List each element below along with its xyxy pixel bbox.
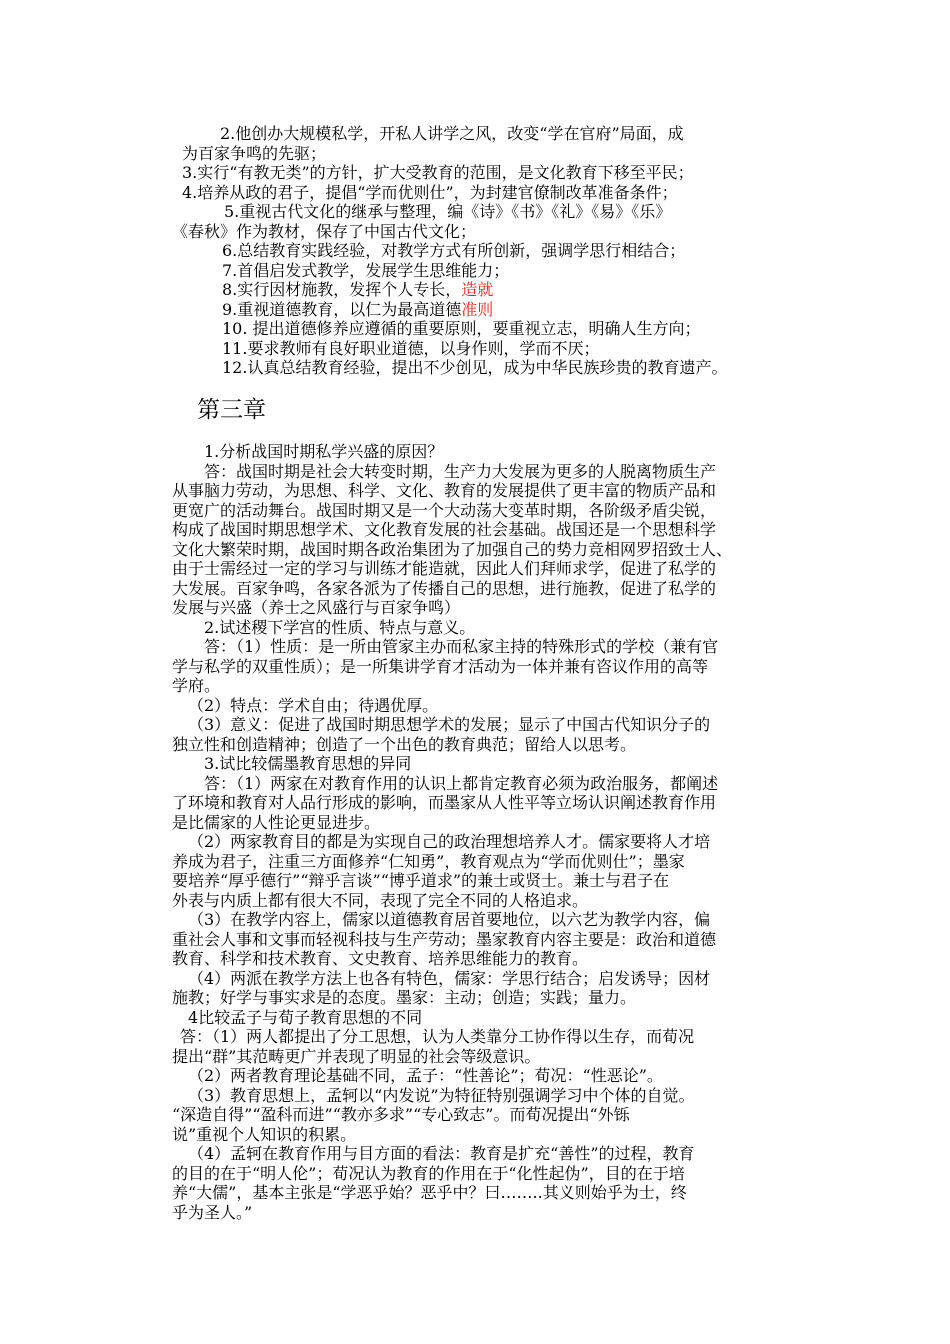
list-item-item-3 — [172, 163, 812, 183]
text-line — [172, 1203, 812, 1223]
text-line — [172, 910, 812, 930]
paragraph-a3-2 — [172, 832, 812, 910]
line-text: 文化大繁荣时期，战国时期各政治集团为了加强自己的势力竞相网罗招致士人、 — [172, 539, 733, 559]
text-line — [172, 988, 812, 1008]
paragraph-q3 — [172, 754, 812, 774]
text-line — [172, 540, 812, 560]
paragraph-q1 — [172, 442, 812, 462]
text-line — [172, 300, 812, 320]
text-line — [172, 222, 812, 242]
text-line — [172, 696, 812, 716]
paragraph-a2-3 — [172, 715, 812, 754]
chapter-title: 第三章 — [197, 397, 266, 423]
text-line — [172, 1047, 812, 1067]
list-section — [172, 124, 812, 378]
text-line — [172, 852, 812, 872]
line-text: 12.认真总结教育经验，提出不少创见，成为中华民族珍贵的教育遗产。 — [222, 358, 728, 377]
text-line — [172, 481, 812, 501]
line-text: 学府。 — [172, 676, 221, 695]
list-item-item-12 — [172, 358, 812, 378]
text-line — [172, 949, 812, 969]
line-text: 2.他创办大规模私学，开私人讲学之风，改变“学在官府”局面，成 — [220, 124, 684, 143]
line-text: （2）两家教育目的都是为实现自己的政治理想培养人才。儒家要将人才培 — [188, 832, 711, 851]
line-text: 9.重视道德教育，以仁为最高道德 — [222, 299, 462, 319]
qa-section — [172, 442, 812, 1222]
text-line — [172, 618, 812, 638]
list-item-item-6 — [172, 241, 812, 261]
text-line — [172, 241, 812, 261]
text-line — [172, 501, 812, 521]
line-text: （3）意义：促进了战国时期思想学术的发展；显示了中国古代知识分子的 — [188, 715, 711, 734]
paragraph-a4-1 — [172, 1027, 812, 1066]
text-line — [172, 442, 812, 462]
paragraph-a4-4 — [172, 1144, 812, 1222]
text-line — [172, 280, 812, 300]
paragraph-a2-1 — [172, 637, 812, 696]
highlighted-text: 造就 — [461, 280, 494, 299]
text-line — [172, 1027, 812, 1047]
line-text: 提出“群”其范畴更广并表现了明显的社会等级意识。 — [172, 1046, 541, 1066]
line-text: 重社会人事和文事而轻视科技与生产劳动；墨家教育内容主要是：政治和道德 — [172, 929, 717, 949]
text-line — [172, 1086, 812, 1106]
text-line — [172, 754, 812, 774]
paragraph-q4 — [172, 1008, 812, 1028]
line-text: 了环境和教育对人品行形成的影响，而墨家从人性平等立场认识阐述教育作用 — [172, 793, 717, 812]
text-line — [172, 319, 812, 339]
line-text: 11.要求教师有良好职业道德，以身作则，学而不厌； — [222, 338, 600, 358]
line-text: （4）两派在教学方法上也各有特色，儒家：学思行结合；启发诱导；因材 — [188, 968, 711, 988]
line-text: 是比儒家的人性论更显进步。 — [172, 812, 381, 832]
paragraph-a3-4 — [172, 969, 812, 1008]
text-line — [172, 124, 812, 144]
text-line — [172, 261, 812, 281]
paragraph-q2 — [172, 618, 812, 638]
line-text: 2.试述稷下学宫的性质、特点与意义。 — [204, 617, 476, 637]
line-text: 8.实行因材施教，发挥个人专长， — [222, 280, 462, 299]
line-text: 外表与内质上都有很大不同，表现了完全不同的人格追求。 — [172, 890, 589, 910]
text-line — [172, 559, 812, 579]
line-text: 养成为君子，注重三方面修养“仁知勇”，教育观点为“学而优则仕”；墨家 — [172, 851, 685, 871]
text-line — [172, 871, 812, 891]
list-item-item-5 — [172, 202, 812, 241]
line-text: 7.首倡启发式教学，发展学生思维能力； — [222, 260, 510, 280]
line-text: 学与私学的双重性质）；是一所集讲学育才活动为一体并兼有咨议作用的高等 — [172, 656, 709, 676]
text-line — [172, 657, 812, 677]
line-text: 要培养“厚乎德行”“辩乎言谈”“博乎道求”的兼士或贤士。兼士与君子在 — [172, 871, 670, 890]
line-text: （2）特点：学术自由；待遇优厚。 — [188, 695, 439, 715]
line-text: 答：（1）两家在对教育作用的认识上都肯定教育必须为政治服务，都阐述 — [204, 773, 719, 793]
line-text: 6.总结教育实践经验，对教学方式有所创新，强调学思行相结合； — [222, 241, 686, 260]
text-line — [172, 462, 812, 482]
line-text: （3）在教学内容上，儒家以道德教育居首要地位，以六艺为教学内容，偏 — [188, 910, 711, 929]
text-line — [172, 774, 812, 794]
text-line — [172, 520, 812, 540]
line-text: （3）教育思想上，孟轲以“内发说”为特征特别强调学习中个体的自觉。 — [188, 1085, 695, 1105]
line-text: 由于士需经过一定的学习与训练才能造就，因此人们拜师求学，促进了私学的 — [172, 559, 717, 578]
list-item-item-10 — [172, 319, 812, 339]
line-text: （2）两者教育理论基础不同，孟子：“性善论”；荀况：“性恶论”。 — [188, 1066, 663, 1085]
text-line — [172, 637, 812, 657]
text-line — [172, 598, 812, 618]
line-text: 4.培养从政的君子，提倡“学而优则仕”，为封建官僚制改革准备条件； — [182, 182, 678, 202]
line-text: 养“大儒”，基本主张是“学恶乎始？恶乎中？曰……..其义则始乎为士，终 — [172, 1183, 687, 1202]
paragraph-a1 — [172, 462, 812, 618]
text-line — [172, 891, 812, 911]
line-text: 10. 提出道德修养应遵循的重要原则，要重视立志，明确人生方向； — [222, 319, 701, 338]
text-line — [172, 1144, 812, 1164]
line-text: 大发展。百家争鸣，各家各派为了传播自己的思想，进行施教，促进了私学的 — [172, 578, 717, 598]
line-text: “深造自得”“盈科而进”“教亦多求”“专心致志”。而荀况提出“外铄 — [172, 1105, 630, 1124]
line-text: （4）孟轲在教育作用与目方面的看法：教育是扩充“善性”的过程，教育 — [188, 1144, 695, 1163]
line-text: 施教；好学与事实求是的态度。墨家：主动；创造；实践；量力。 — [172, 988, 637, 1007]
text-line — [172, 1105, 812, 1125]
paragraph-a4-2 — [172, 1066, 812, 1086]
line-text: 教育、科学和技术教育、文史教育、培养思维能力的教育。 — [172, 949, 589, 968]
line-text: 从事脑力劳动，为思想、科学、文化、教育的发展提供了更丰富的物质产品和 — [172, 481, 717, 500]
line-text: 的目的在于“明人伦”；荀况认为教育的作用在于“化性起伪”，目的在于培 — [172, 1163, 685, 1183]
paragraph-a4-3 — [172, 1086, 812, 1145]
line-text: 《春秋》作为教材，保存了中国古代文化； — [172, 221, 477, 241]
text-line — [172, 832, 812, 852]
text-line — [172, 676, 812, 696]
paragraph-a2-2 — [172, 696, 812, 716]
text-line — [172, 163, 812, 183]
text-line — [172, 969, 812, 989]
line-text: 答：（1）两人都提出了分工思想，认为人类靠分工协作得以生存，而荀况 — [180, 1027, 695, 1046]
text-line — [172, 735, 812, 755]
list-item-item-4 — [172, 183, 812, 203]
text-line — [172, 930, 812, 950]
list-item-item-11 — [172, 339, 812, 359]
text-line — [172, 813, 812, 833]
line-text: 1.分析战国时期私学兴盛的原因？ — [204, 442, 444, 461]
line-text: 说”重视个人知识的积累。 — [172, 1124, 357, 1144]
text-line — [172, 579, 812, 599]
line-text: 独立性和创造精神；创造了一个出色的教育典范；留给人以思考。 — [172, 734, 637, 754]
text-line — [172, 715, 812, 735]
line-text: 3.实行“有教无类”的方针，扩大受教育的范围，是文化教育下移至平民； — [182, 163, 694, 182]
line-text: 3.试比较儒墨教育思想的异同 — [204, 754, 412, 773]
list-item-item-2 — [172, 124, 812, 163]
text-line — [172, 1164, 812, 1184]
line-text: 为百家争鸣的先驱； — [182, 143, 327, 163]
list-item-item-7 — [172, 261, 812, 281]
text-line — [172, 1066, 812, 1086]
text-line — [172, 358, 812, 378]
line-text: 4比较孟子与荀子教育思想的不同 — [188, 1007, 423, 1027]
line-text: 构成了战国时期思想学术、文化教育发展的社会基础。战国还是一个思想科学 — [172, 520, 717, 539]
text-line — [172, 202, 812, 222]
line-text: 更宽广的活动舞台。战国时期又是一个大动荡大变革时期，各阶级矛盾尖锐， — [172, 500, 717, 520]
line-text: 发展与兴盛（养士之风盛行与百家争鸣） — [172, 598, 461, 617]
line-text: 答：（1）性质：是一所由管家主办而私家主持的特殊形式的学校（兼有官 — [204, 637, 719, 656]
highlighted-text: 准则 — [461, 299, 494, 319]
text-line — [172, 339, 812, 359]
paragraph-a3-1 — [172, 774, 812, 833]
list-item-item-9 — [172, 300, 812, 320]
line-text: 答：战国时期是社会大转变时期，生产力大发展为更多的人脱离物质生产 — [204, 461, 717, 481]
text-line — [172, 183, 812, 203]
text-line — [172, 144, 812, 164]
paragraph-a3-3 — [172, 910, 812, 969]
text-line — [172, 1125, 812, 1145]
text-line — [172, 1183, 812, 1203]
line-text: 5.重视古代文化的继承与整理，编《诗》《书》《礼》《易》《乐》 — [224, 202, 672, 221]
list-item-item-8 — [172, 280, 812, 300]
text-line — [172, 1008, 812, 1028]
text-line — [172, 793, 812, 813]
line-text: 乎为圣人。” — [172, 1202, 253, 1222]
